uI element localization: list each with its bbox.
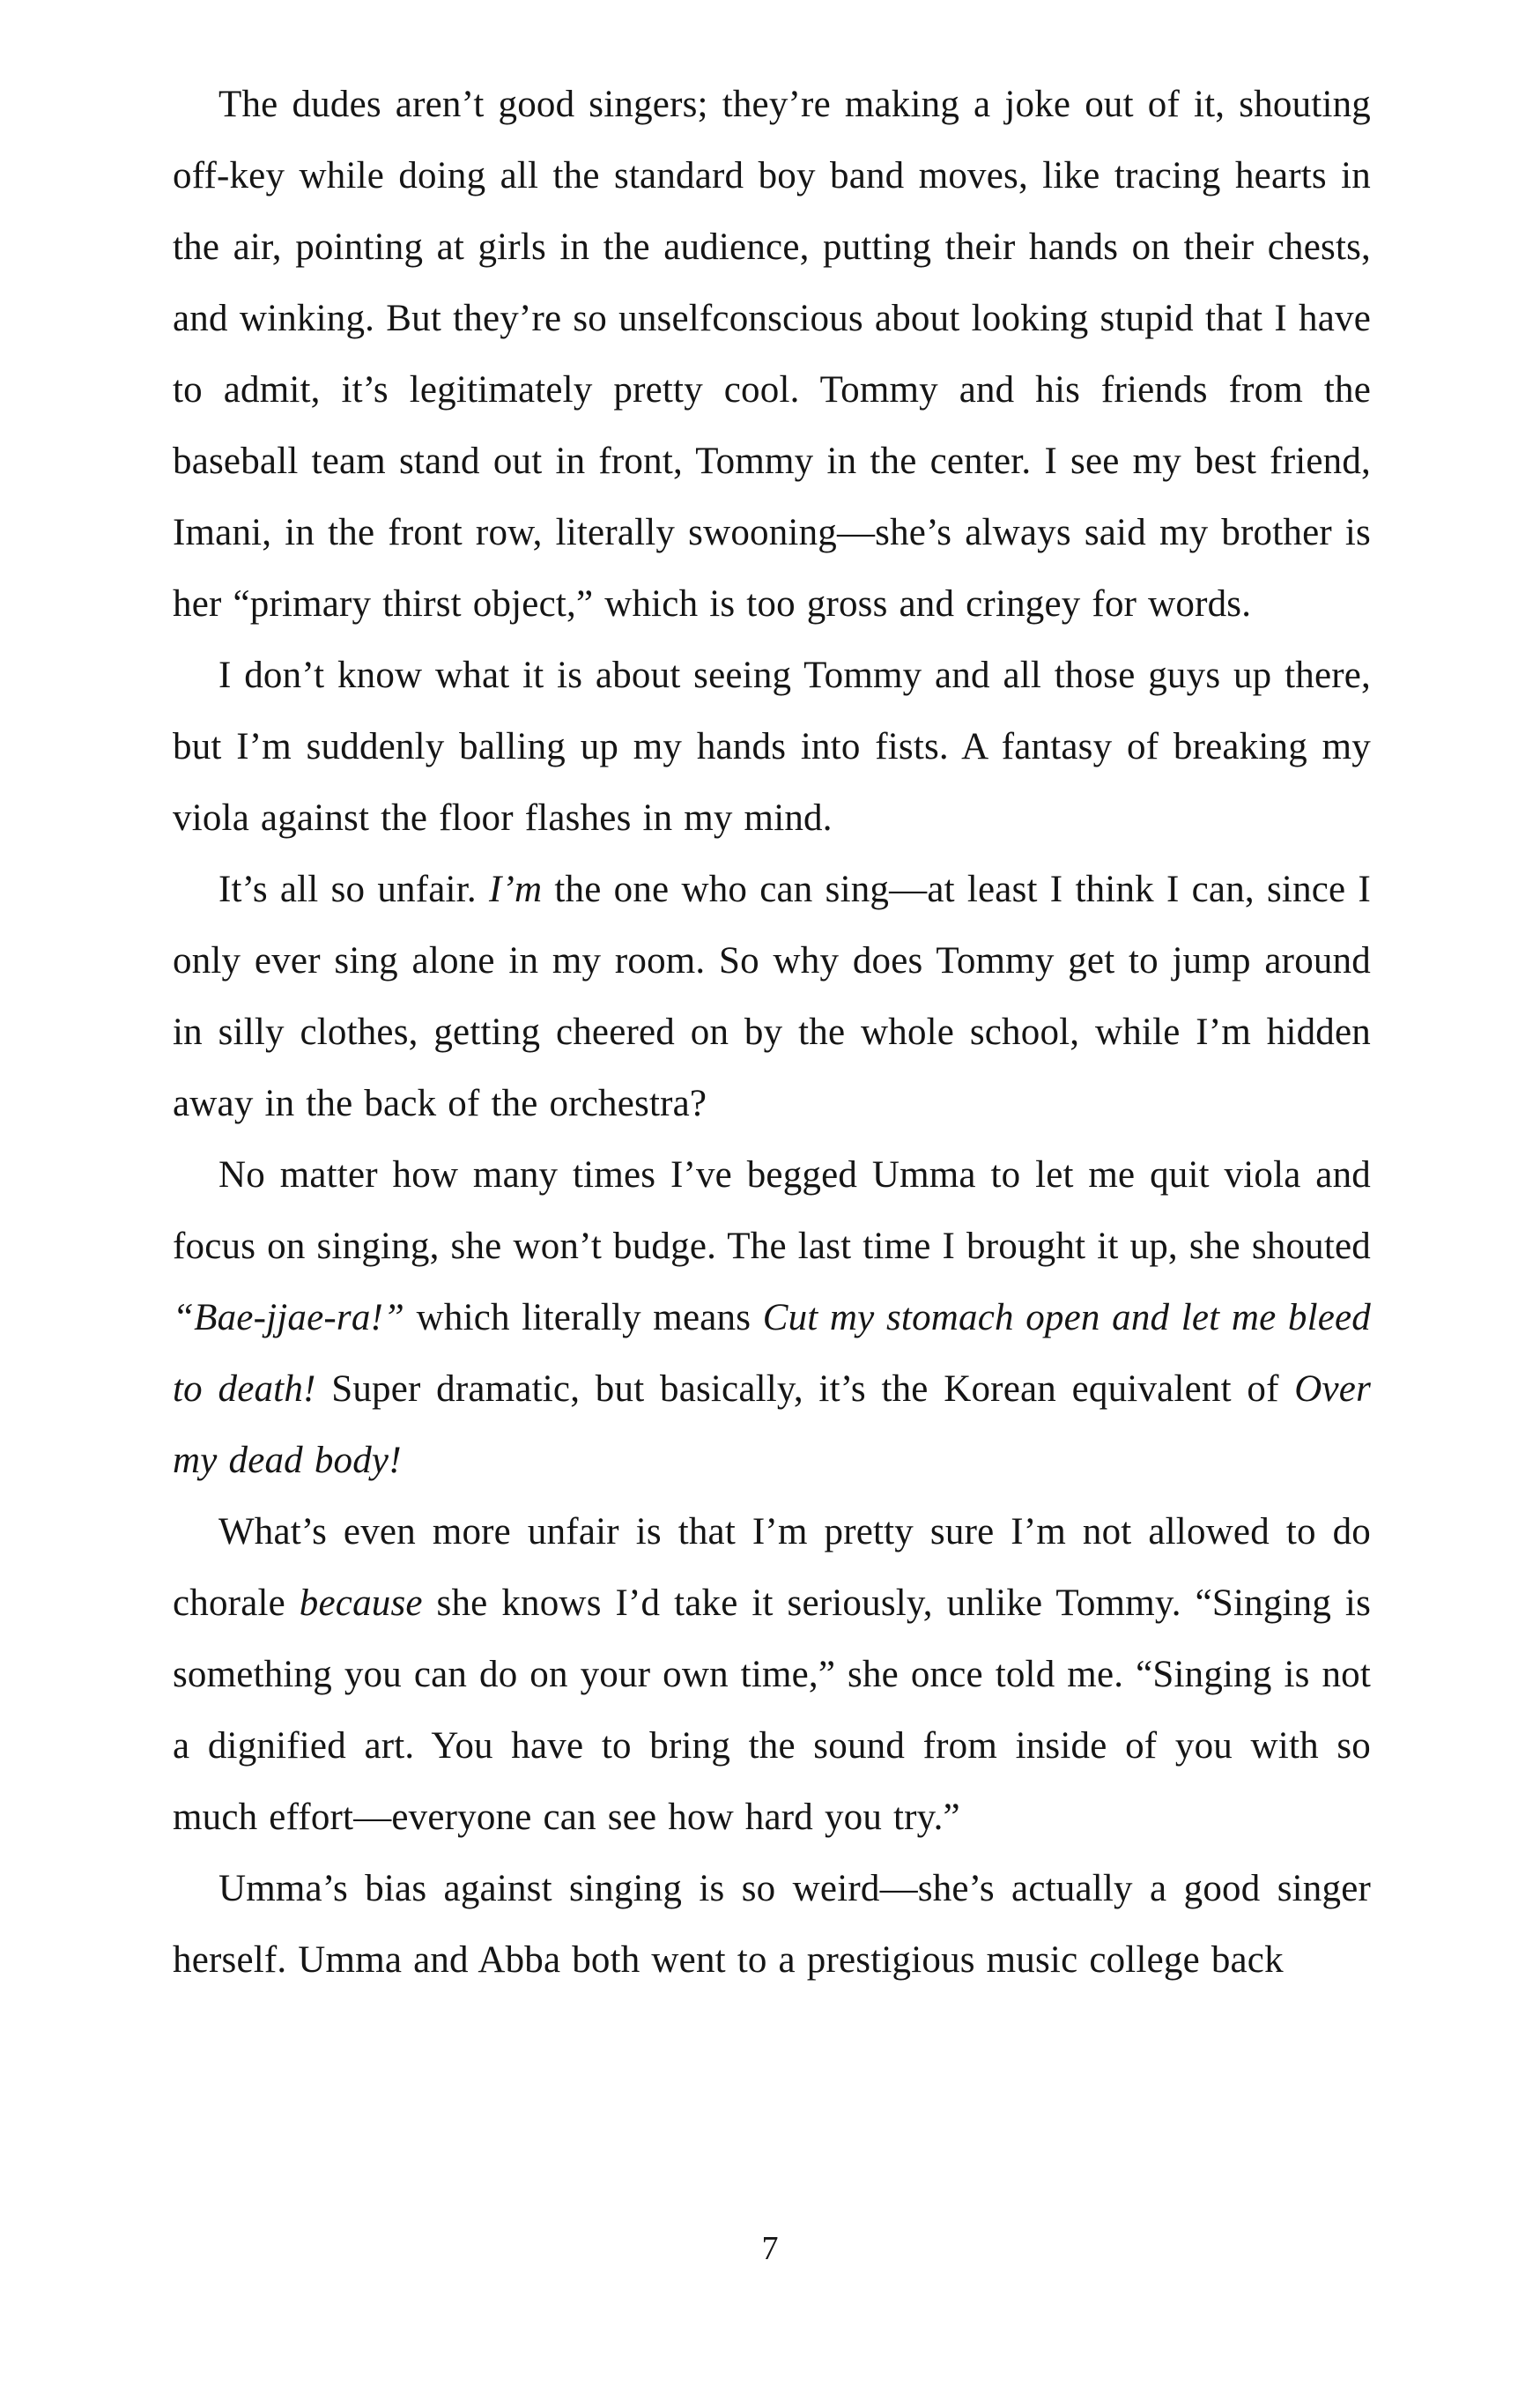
text-run: Umma’s bias against singing is so weird—she’s actually a good singer herself. Umma and Abba both went to a prestigious music college back — [173, 1868, 1371, 1981]
page-number: 7 — [761, 2230, 779, 2267]
paragraph — [173, 69, 1371, 640]
italic-run: Over my dead body! — [173, 1368, 1372, 1481]
text-run: the one who can sing—at least I think I can, since I only ever sing alone in my room. So why does Tommy get to jump around in silly clothes, getting cheered on by the whole school, while I’m hidden away in the back of the orchestra? — [173, 869, 1371, 1124]
text-run: It’s all so unfair. — [218, 869, 489, 910]
text-run: Super dramatic, but basically, it’s the Korean equivalent of — [315, 1368, 1295, 1410]
paragraph — [173, 854, 1371, 1139]
italic-run: I’m — [488, 869, 543, 910]
page-text — [173, 69, 1371, 1996]
text-run: What’s even more unfair is that I’m pretty sure I’m not allowed to do chorale — [173, 1511, 1371, 1624]
paragraph — [173, 640, 1371, 854]
text-run: which literally means — [404, 1297, 763, 1338]
italic-run: because — [299, 1582, 423, 1624]
paragraph — [173, 1496, 1371, 1853]
text-run: No matter how many times I’ve begged Umma to let me quit viola and focus on singing, she won’t budge. The last time I brought it up, she shouted — [173, 1154, 1371, 1267]
paragraph — [173, 1139, 1371, 1496]
text-run: The dudes aren’t good singers; they’re making a joke out of it, shouting off-key while doing all the standard boy band moves, like tracing hearts in the air, pointing at girls in the audience, putting their hands on their chests, and winking. But they’re so unselfconscious about looking stupid that I have to admit, it’s legitimately pretty cool. Tommy and his friends from the baseball team stand out in front, Tommy in the center. I see my best friend, Imani, in the front row, literally swooning—she’s always said my brother is her “primary thirst object,” which is too gross and cringey for words. — [173, 84, 1371, 625]
paragraph — [173, 1853, 1371, 1996]
italic-run: Cut my stomach open and let me bleed to death! — [173, 1297, 1372, 1410]
text-run: she knows I’d take it seriously, unlike Tommy. “Singing is something you can do on your own time,” she once told me. “Singing is not a dignified art. You have to bring the sound from inside of you with so much effort—everyone can see how hard you try.” — [173, 1582, 1372, 1838]
italic-run: “Bae-jjae-ra!” — [173, 1297, 405, 1338]
text-run: I don’t know what it is about seeing Tommy and all those guys up there, but I’m suddenly balling up my hands into fists. A fantasy of breaking my viola against the floor flashes in my mind. — [173, 655, 1371, 839]
